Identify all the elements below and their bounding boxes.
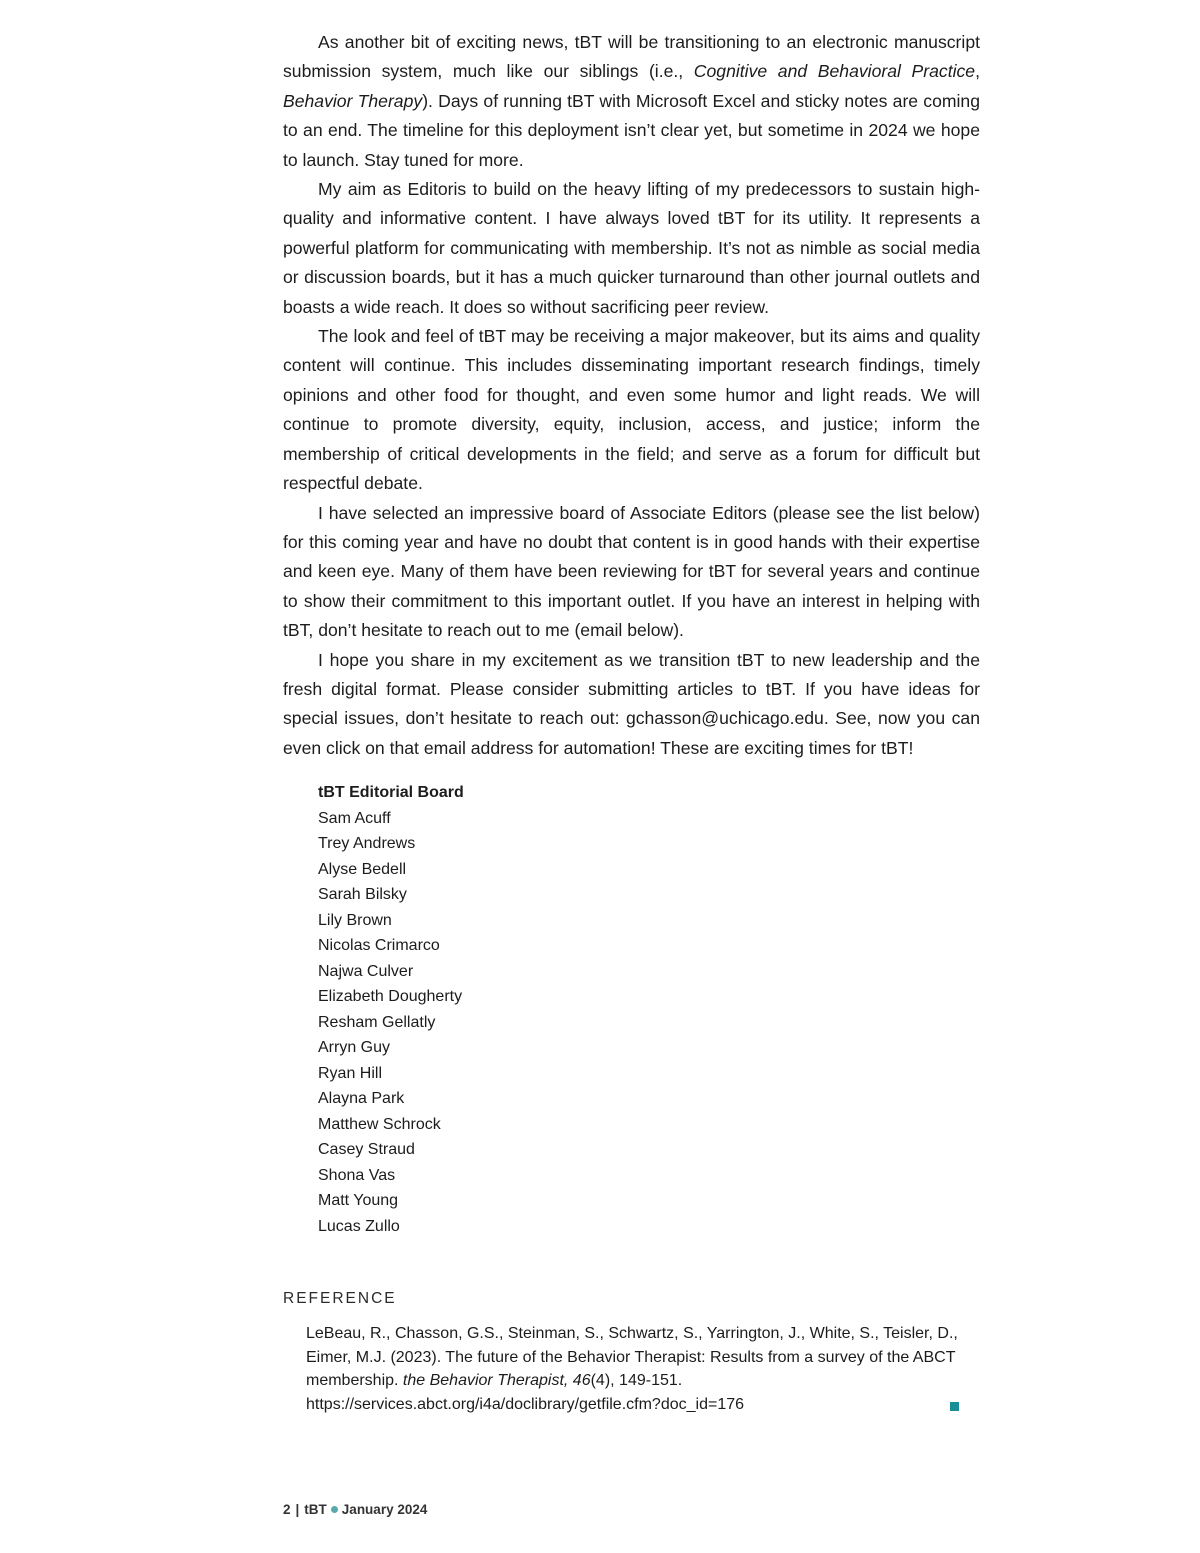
footer-date: January 2024 — [341, 1502, 428, 1517]
board-member: Ryan Hill — [318, 1064, 383, 1082]
board-member: Resham Gellatly — [318, 1013, 436, 1031]
board-member: Lucas Zullo — [318, 1217, 400, 1235]
paragraph-3: The look and feel of tBT may be receiving a major makeover, but its aims and quality content will continue. This includes disseminating important research findings, timely opinions and other food for thought, and even some humor and light reads. We will continue to promote diversity, equity, inclusion, access, and justice; inform the membership of critical developments in the field; and serve as a forum for difficult but respectful debate. — [283, 326, 980, 494]
board-member: Alayna Park — [318, 1090, 405, 1107]
paragraph-1-text-a: As another bit of exciting news, tBT will be transitioning to an electronic manuscript submission system, much like our siblings (i.e., — [283, 32, 980, 82]
board-member: Casey Straud — [318, 1141, 415, 1158]
board-member: Matthew Schrock — [318, 1115, 441, 1133]
page-number: 2 — [283, 1502, 291, 1517]
editorial-board — [318, 780, 464, 1239]
article-body — [283, 28, 980, 763]
article-end-mark-icon — [950, 1402, 959, 1411]
board-member: Alyse Bedell — [318, 860, 407, 878]
paragraph-2: My aim as Editoris to build on the heavy lifting of my predecessors to sustain high-quality and informative content. I have always loved tBT for its utility. It represents a powerful platform for communicating with membership. It’s not as nimble as social media or discussion boards, but it has a much quicker turnaround than other journal outlets and boasts a wide reach. It does so without sacrificing peer review. — [283, 179, 980, 317]
editorial-board-list — [318, 806, 464, 1240]
paragraph-4: I have selected an impressive board of Associate Editors (please see the list below) for this coming year and have no doubt that content is in good hands with their expertise and keen eye. Many of them have been reviewing for tBT for several years and continue to show their commitment to this important outlet. If you have an interest in helping with tBT, don’t hesitate to reach out to me (email below). — [283, 502, 980, 641]
board-member: Matt Young — [318, 1192, 399, 1209]
editorial-board-title: tBT Editorial Board — [318, 784, 464, 801]
board-member: Elizabeth Dougherty — [318, 988, 463, 1005]
reference-entry — [306, 1322, 971, 1416]
reference-details: (4), 149-151. https://services.abct.org/i4a/doclibrary/getfile.cfm?doc_id=176 — [306, 1372, 745, 1413]
journal-title-bt: Behavior Therapy — [283, 90, 423, 111]
reference-journal: the Behavior Therapist, 46 — [402, 1372, 591, 1389]
paragraph-1 — [283, 28, 980, 175]
footer-publication: tBT — [304, 1502, 327, 1517]
paragraph-1-text-b: , — [975, 61, 980, 82]
board-member: Arryn Guy — [318, 1039, 391, 1056]
reference-heading: REFERENCE — [283, 1290, 397, 1307]
board-member: Nicolas Crimarco — [318, 937, 440, 954]
paragraph-5: I hope you share in my excitement as we transition tBT to new leadership and the fresh digital format. Please consider submitting articles to tBT. If you have ideas for special issues, don’t hesitate to reach out: gchasson@uchicago.edu. See, now you can even click on that email address for automation! These are exciting times for tBT! — [283, 649, 980, 758]
board-member: Trey Andrews — [318, 835, 416, 852]
footer-separator: | — [295, 1502, 300, 1517]
paragraph-1-text-c: ). Days of running tBT with Microsoft Excel and sticky notes are coming to an end. The timeline for this deployment isn’t clear yet, but sometime in 2024 we hope to launch. Stay tuned for more. — [283, 90, 980, 170]
board-member: Najwa Culver — [318, 962, 414, 980]
bullet-dot-icon — [331, 1506, 338, 1513]
board-member: Sarah Bilsky — [318, 886, 407, 903]
page-footer — [283, 1502, 427, 1517]
reference-authors: LeBeau, R., Chasson, G.S., Steinman, S., Schwartz, S., Yarrington, J., White, S., Teisler, D., Eimer, M.J. (2023). The future of the Behavior Therapist: Results from a survey of the ABCT membership. — [306, 1325, 958, 1389]
board-member: Sam Acuff — [318, 809, 391, 827]
journal-title-cbp: Cognitive and Behavioral Practice — [693, 61, 976, 82]
board-member: Shona Vas — [318, 1166, 396, 1184]
board-member: Lily Brown — [318, 911, 392, 929]
